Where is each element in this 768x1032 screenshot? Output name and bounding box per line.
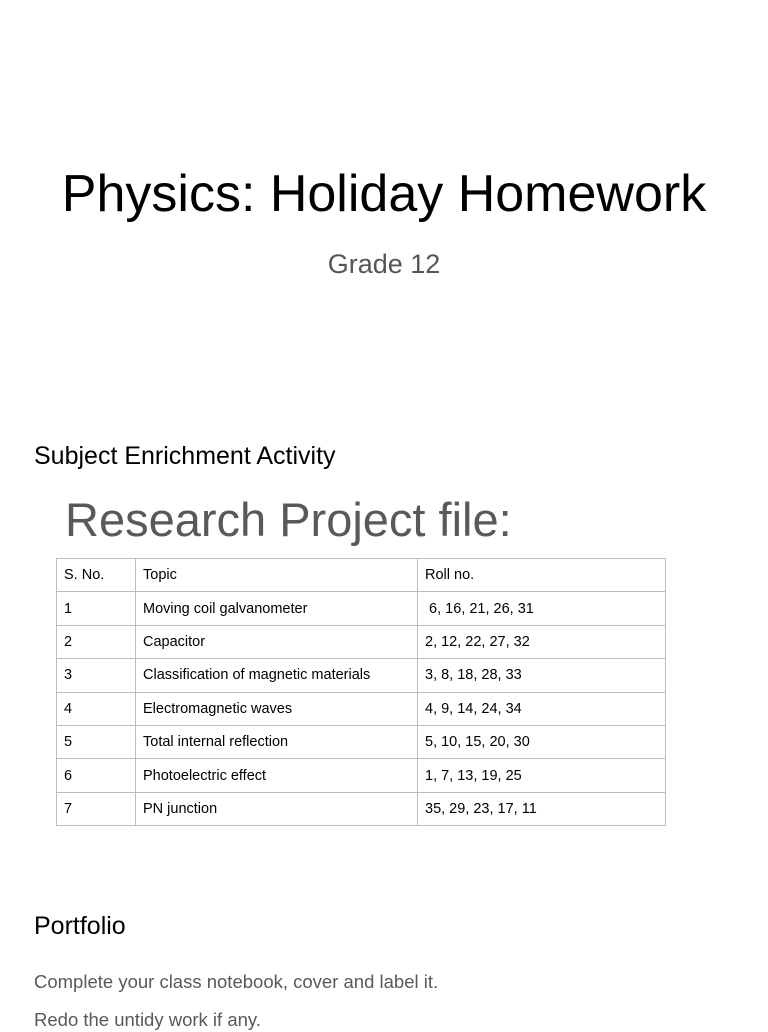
cell-sno: 4 <box>57 692 136 725</box>
cell-roll: 3, 8, 18, 28, 33 <box>418 659 666 692</box>
cell-roll: 4, 9, 14, 24, 34 <box>418 692 666 725</box>
cell-sno: 3 <box>57 659 136 692</box>
cell-topic: Electromagnetic waves <box>136 692 418 725</box>
table-row <box>57 625 666 658</box>
cell-roll: 1, 7, 13, 19, 25 <box>418 759 666 792</box>
header-cell-sno: S. No. <box>57 559 136 592</box>
table-row <box>57 692 666 725</box>
table-row <box>57 792 666 825</box>
cell-sno: 5 <box>57 725 136 758</box>
page-subtitle: Grade 12 <box>327 249 441 279</box>
cell-topic: PN junction <box>136 792 418 825</box>
cell-roll: 35, 29, 23, 17, 11 <box>418 792 666 825</box>
cell-topic: Photoelectric effect <box>136 759 418 792</box>
cell-topic: Moving coil galvanometer <box>136 592 418 625</box>
cell-roll: 2, 12, 22, 27, 32 <box>418 625 666 658</box>
project-heading: Research Project file: <box>65 493 512 546</box>
cell-sno: 2 <box>57 625 136 658</box>
cell-topic: Total internal reflection <box>136 725 418 758</box>
cell-sno: 7 <box>57 792 136 825</box>
enrichment-heading: Subject Enrichment Activity <box>34 442 336 470</box>
cell-topic: Capacitor <box>136 625 418 658</box>
header-cell-roll: Roll no. <box>418 559 666 592</box>
cell-sno: 6 <box>57 759 136 792</box>
portfolio-heading: Portfolio <box>34 912 126 940</box>
portfolio-line: Complete your class notebook, cover and label it. <box>34 971 439 992</box>
table-row <box>57 759 666 792</box>
page-title: Physics: Holiday Homework <box>61 165 707 223</box>
cell-roll: 6, 16, 21, 26, 31 <box>418 592 666 625</box>
header-cell-topic: Topic <box>136 559 418 592</box>
cell-sno: 1 <box>57 592 136 625</box>
cell-roll: 5, 10, 15, 20, 30 <box>418 725 666 758</box>
table-row <box>57 592 666 625</box>
table-row <box>57 725 666 758</box>
portfolio-line: Redo the untidy work if any. <box>34 1009 261 1030</box>
cell-topic: Classification of magnetic materials <box>136 659 418 692</box>
table-row <box>57 659 666 692</box>
roll-number-table <box>56 558 666 826</box>
table-header-row <box>57 559 666 592</box>
